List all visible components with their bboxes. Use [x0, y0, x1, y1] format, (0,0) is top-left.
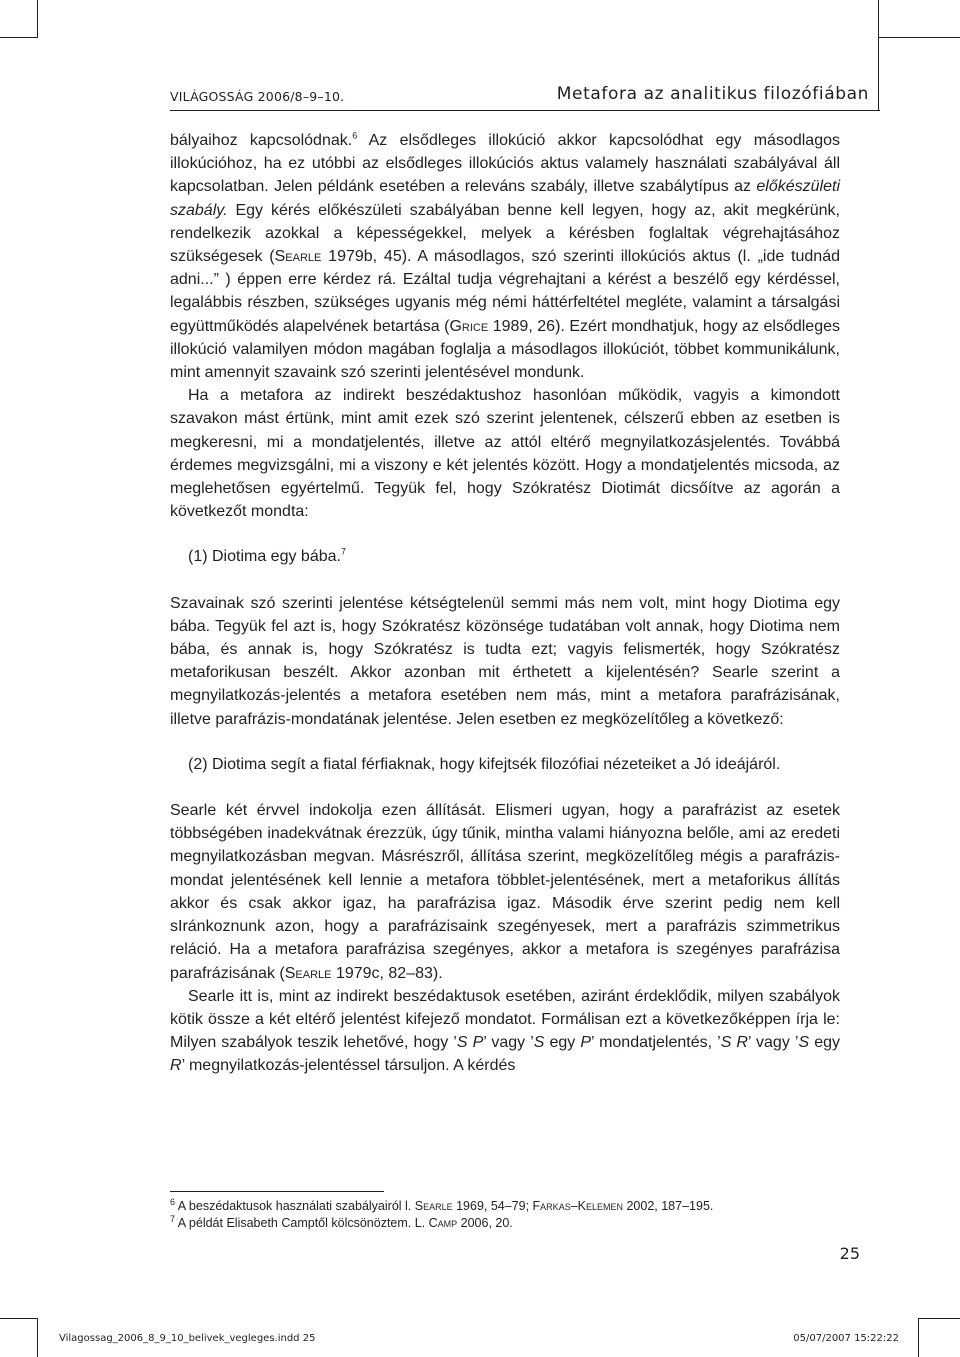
crop-mark [0, 1318, 38, 1319]
footnotes [170, 1198, 850, 1232]
crop-mark [878, 37, 960, 38]
running-head-journal: VILÁGOSSÁG 2006/8–9–10. [170, 89, 345, 104]
paragraph: Szavainak szó szerinti jelentése kétségtelenül semmi más nem volt, mint hogy Diotima egy bába. Tegyük fel azt is, hogy Szókratész közönsége tudatában volt annak, hogy Diotima nem bába, és annak is, hogy Szókratész is tudta ezt; vagyis felismerték, hogy Szókratész metaforikusan beszélt. Akkor azonban mit érthetett a kijelentésén? Searle szerint a megnyilatkozás-jelentés a metafora esetében nem más, mint a metafora parafrázisának, illetve parafrázis-mondatának jelentése. Jelen esetben ez megközelítőleg a következő: [170, 594, 840, 728]
paragraph: Searle itt is, mint az indirekt beszédaktusok esetében, aziránt érdeklődik, milyen szabályok kötik össze a két eltérő jelentést kifejező mondatot. Formálisan ezt a következőképpen írja le: Milyen szabályok teszik lehetővé, hogy ’S P’ vagy ’S egy P’ mondatjelentés, ’S R’ vagy ’S egy R’ megnyilatkozás-jelentéssel társuljon. A kérdés [170, 987, 841, 1075]
citation-author: Grice [449, 317, 489, 335]
paragraph: Searle két érvvel indokolja ezen állítását. Elismeri ugyan, hogy a parafrázist az esetek többségében inadekvátnak érezzük, úgy tűnik, mintha valami hiányozna belőle, ami az eredeti megnyilatkozásban megvan. Másrészről, állítása szerint, megközelítőleg mégis a parafrázis-mondat jelentésének kell lennie a metafora többlet-jelentésének, mert a metaforikus állítás akkor és csak akkor igaz, ha parafrázisa igaz. Második érve szerint pedig nem kell sIránkoznunk azon, hogy a parafrázisaink szegényesek, mert a parafrázis szimmetrikus reláció. Ha a metafora parafrázisa szegényes, akkor a metafora is szegényes parafrázisa parafrázisának (Searle 1979c, 82–83). [170, 802, 840, 982]
example-sentence: (2) Diotima segít a fiatal férfiaknak, hogy kifejtsék filozófiai nézeteiket a Jó ideájáról. [188, 755, 781, 773]
slug-filename: Vilagossag_2006_8_9_10_belivek_vegleges.indd 25 [59, 1333, 316, 1344]
header-rule [170, 110, 880, 111]
paragraph: Ha a metafora az indirekt beszédaktushoz hasonlóan működik, vagyis a kimondott szavakon mást értünk, mint amit ezek szó szerint jelentenek, célszerű ebben az esetben is megkeresni, mi a mondatjelentés, illetve az attól eltérő megnyilatkozásjelentés. Továbbá érdemes megvizsgálni, mi a viszony e két jelentés között. Hogy a mondatjelentés micsoda, az meglehetősen egyértelmű. Tegyük fel, hogy Szókratész Diotimát dicsőítve az agorán a következőt mondta: [170, 387, 840, 521]
footnote: $^7$ A példát Elisabeth Camptől kölcsönöztem. L. Camp 2006, 20. [170, 1213, 513, 1230]
slug-timestamp: 05/07/2007 15:22:22 [793, 1333, 899, 1344]
crop-mark [918, 1318, 919, 1357]
footnote-ref: 7 [340, 547, 346, 558]
paragraph: bályaihoz kapcsolódnak.$^6$ Az elsődleges illokúció akkor kapcsolódhat egy másodlagos illokúcióhoz, ha ez utóbbi az elsődleges illokúciós aktus valamely használati szabályával áll kapcsolatban. Jelen példánk esetében a releváns szabály, illetve szabálytípus az előkészületi szabály. Egy kérés előkészületi szabályában benne kell legyen, hogy az, akit megkérünk, rendelkezik azokkal a képességekkel, melyek a kérésben foglaltak végrehajtásához szükségesek (Searle 1979b, 45). A másodlagos, szó szerinti illokúciós aktus (l. „ide tudnád adni...” ) éppen erre kérdez rá. Ezáltal tudja végrehajtani a kérést a beszélő egy kérdéssel, legalábbis részben, szükséges ugyanis még némi háttérfeltétel megléte, valamint a társalgási együttműködés alapelvének betartása (Grice 1989, 26). Ezért mondhatjuk, hogy az elsődleges illokúció valamilyen módon magában foglalja a másodlagos illokúciót, többet kommunikálunk, mint amennyit szavaink szó szerinti jelentésével mondunk. [170, 130, 841, 382]
footnote-ref: 6 [352, 130, 358, 141]
crop-mark [0, 37, 38, 38]
italic-term: előkészületi szabály. [170, 178, 840, 219]
footnote-rule [170, 1191, 384, 1192]
running-head-title: Metafora az analitikus filozófiában [556, 84, 869, 104]
page-number: 25 [839, 1244, 860, 1263]
body-text [170, 129, 840, 1078]
crop-mark [37, 0, 38, 38]
crop-mark [878, 38, 879, 110]
crop-mark [878, 0, 879, 38]
citation-author: Searle [284, 964, 332, 982]
citation-author: Searle [274, 248, 322, 266]
crop-mark [918, 1318, 960, 1319]
crop-mark [37, 1318, 38, 1357]
example-sentence: (1) Diotima egy bába.$^7$ [188, 547, 346, 566]
footnote: $^6$ A beszédaktusok használati szabályairól l. Searle 1969, 54–79; Farkas–Kelemen 2002, 187–195. [170, 1196, 714, 1213]
